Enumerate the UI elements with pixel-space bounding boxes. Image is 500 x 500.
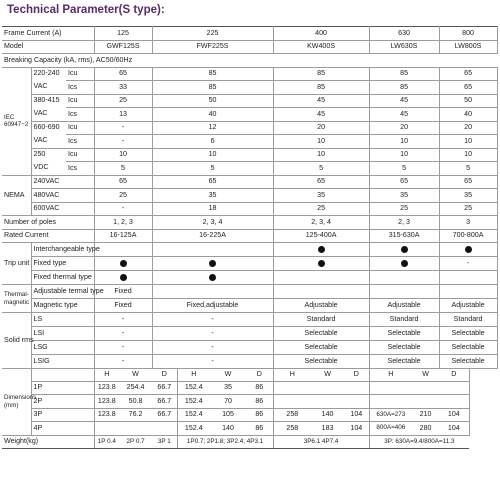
cell-frame-225: 18 (152, 202, 273, 216)
bullet-dot-icon (318, 246, 325, 253)
cell-frame-225 (152, 243, 273, 257)
cell-frame-225: 16-225A (152, 229, 273, 243)
cell-frame-630: 630 (369, 27, 439, 41)
voltage-label: VDC (31, 162, 66, 176)
cell-frame-630: Selectable (369, 327, 439, 341)
weight-label: Weight(kg) (2, 435, 94, 449)
table-row (2, 299, 497, 313)
cell-frame-125 (94, 271, 152, 285)
cell-frame-125 (94, 243, 152, 257)
dimension-value: 280 (412, 422, 439, 436)
cell-frame-630 (369, 271, 439, 285)
cell-frame-630: 35 (369, 189, 439, 203)
dimension-value (273, 395, 311, 409)
capacity-type-label: Icu (66, 94, 94, 108)
weight-125-1p: 1P 0.4 (94, 435, 119, 449)
dimension-value: 254.4 (119, 381, 152, 395)
dimension-value: 210 (412, 408, 439, 422)
dimension-value: 86 (246, 422, 273, 436)
dimension-value: 66.7 (152, 395, 177, 409)
cell-frame-630: 10 (369, 148, 439, 162)
trip-unit-label: Trip unit (2, 243, 31, 285)
dimension-value (273, 381, 311, 395)
dimension-value: 152.4 (177, 381, 210, 395)
table-row (2, 135, 497, 149)
cell-frame-125: 1, 2, 3 (94, 216, 152, 230)
solid-rms-label: Solid rms (2, 313, 31, 369)
cell-frame-630: 20 (369, 121, 439, 135)
cell-frame-800 (439, 243, 497, 257)
thermal-magnetic-label: Thermal-magnetic (2, 285, 31, 313)
weight-125-3p: 3P 1 (152, 435, 177, 449)
dimension-value: 105 (210, 408, 246, 422)
cell-frame-125: - (94, 355, 152, 369)
cell-frame-800: 65 (439, 67, 497, 81)
cell-frame-125: - (94, 341, 152, 355)
dimension-header-d: D (152, 369, 177, 382)
cell-frame-225: - (152, 341, 273, 355)
cell-frame-125: 65 (94, 67, 152, 81)
dimension-value: 86 (246, 395, 273, 409)
table-row (2, 408, 497, 422)
cell-frame-125: 65 (94, 175, 152, 189)
cell-frame-800: Standard (439, 313, 497, 327)
cell-frame-225: 5 (152, 162, 273, 176)
table-row (2, 271, 497, 285)
dimension-value (152, 422, 177, 436)
table-row (2, 341, 497, 355)
dimension-header-d: D (439, 369, 469, 382)
table-row (2, 381, 497, 395)
table-row (2, 243, 497, 257)
cell-frame-400 (273, 271, 369, 285)
dimension-value: 50.8 (119, 395, 152, 409)
cell-frame-630: Adjustable (369, 299, 439, 313)
cell-frame-400: 45 (273, 108, 369, 122)
dimension-value: 104 (344, 408, 369, 422)
cell-frame-125: - (94, 327, 152, 341)
table-body (2, 27, 497, 449)
cell-frame-225: - (152, 327, 273, 341)
dimension-value: 140 (311, 408, 344, 422)
table-row (2, 162, 497, 176)
cell-frame-630 (369, 257, 439, 271)
weight-225: 1P0.7; 2P1.8; 3P2.4; 4P3.1 (177, 435, 273, 449)
poles-label: Number of poles (2, 216, 94, 230)
dimension-value: 152.4 (177, 422, 210, 436)
cell-frame-125: 10 (94, 148, 152, 162)
dimension-pole-label: 4P (31, 422, 94, 436)
voltage-label: VAC (31, 135, 66, 149)
cell-frame-125: - (94, 202, 152, 216)
cell-frame-225: 10 (152, 148, 273, 162)
dimension-value: 35 (210, 381, 246, 395)
bullet-dot-icon (318, 260, 325, 267)
cell-frame-400: 125-400A (273, 229, 369, 243)
cell-frame-800: 10 (439, 148, 497, 162)
weight-400: 3P6.1 4P7.4 (273, 435, 369, 449)
cell-frame-400: Selectable (273, 327, 369, 341)
cell-frame-630 (369, 285, 439, 299)
dimension-value (412, 381, 439, 395)
bullet-dot-icon (120, 274, 127, 281)
cell-frame-800: Selectable (439, 327, 497, 341)
cell-frame-400: Standard (273, 313, 369, 327)
frame-current-label: Frame Current (A) (2, 27, 94, 41)
cell-frame-400: Selectable (273, 341, 369, 355)
dimension-pole-label: 2P (31, 395, 94, 409)
cell-frame-225: 225 (152, 27, 273, 41)
cell-frame-800 (439, 271, 497, 285)
capacity-type-label: Ics (66, 162, 94, 176)
table-row (2, 189, 497, 203)
cell-frame-225: 2, 3, 4 (152, 216, 273, 230)
bullet-dot-icon (209, 260, 216, 267)
dimension-pole-header (31, 369, 94, 382)
nema-voltage-label: 240VAC (31, 175, 94, 189)
dimension-value: 66.7 (152, 408, 177, 422)
cell-frame-630 (369, 243, 439, 257)
dimension-value: 76.2 (119, 408, 152, 422)
cell-frame-225: Fixed,adjustable (152, 299, 273, 313)
cell-frame-225: - (152, 313, 273, 327)
cell-frame-400: 35 (273, 189, 369, 203)
cell-frame-800: Adjustable (439, 299, 497, 313)
table-row (2, 81, 497, 95)
cell-frame-400: 85 (273, 67, 369, 81)
cell-frame-400 (273, 257, 369, 271)
cell-frame-225 (152, 285, 273, 299)
table-row (2, 108, 497, 122)
solid-rms-type-label: LSIG (31, 355, 94, 369)
cell-frame-800: 65 (439, 175, 497, 189)
cell-frame-800: LW800S (439, 40, 497, 54)
dimension-header-d: D (344, 369, 369, 382)
voltage-label: VAC (31, 81, 66, 95)
table-row (2, 355, 497, 369)
dimension-value: 86 (246, 408, 273, 422)
cell-frame-630: Standard (369, 313, 439, 327)
cell-frame-125: Fixed (94, 285, 152, 299)
table-row (2, 94, 497, 108)
dimension-value: 258 (273, 422, 311, 436)
dimension-value (369, 395, 412, 409)
cell-frame-125: 13 (94, 108, 152, 122)
cell-frame-225: 65 (152, 175, 273, 189)
rated-current-label: Rated Current (2, 229, 94, 243)
dimension-value: 70 (210, 395, 246, 409)
capacity-type-label: Ics (66, 108, 94, 122)
cell-frame-630: 85 (369, 67, 439, 81)
table-row (2, 422, 497, 436)
table-row (2, 369, 497, 382)
cell-frame-630: 85 (369, 81, 439, 95)
cell-frame-800 (439, 285, 497, 299)
voltage-label: 660-690 (33, 123, 60, 132)
table-row (2, 40, 497, 54)
nema-label: NEMA (2, 175, 31, 216)
dimension-value: 800A=406 (369, 422, 412, 436)
cell-frame-800: Selectable (439, 341, 497, 355)
technical-parameter-table (2, 26, 498, 449)
cell-frame-125: 5 (94, 162, 152, 176)
table-row (2, 285, 497, 299)
cell-frame-225: 35 (152, 189, 273, 203)
dimension-header-h: H (94, 369, 119, 382)
cell-frame-400 (273, 285, 369, 299)
cell-frame-400: Adjustable (273, 299, 369, 313)
dimension-value: 140 (210, 422, 246, 436)
cell-frame-630: Selectable (369, 355, 439, 369)
dimension-value: 183 (311, 422, 344, 436)
cell-frame-125: - (94, 313, 152, 327)
cell-frame-630: 5 (369, 162, 439, 176)
cell-frame-125: - (94, 121, 152, 135)
breaking-capacity-label: Breaking Capacity (kA, rms), AC50/60Hz (2, 54, 497, 68)
capacity-type-label: Icu (66, 67, 94, 81)
dimension-value: 123.8 (94, 395, 119, 409)
cell-frame-630: 65 (369, 175, 439, 189)
weight-630-800: 3P: 630A=9.4/800A=11.3 (369, 435, 469, 449)
solid-rms-type-label: LSG (31, 341, 94, 355)
cell-frame-800: Selectable (439, 355, 497, 369)
cell-frame-800: 25 (439, 202, 497, 216)
cell-frame-400: 10 (273, 135, 369, 149)
cell-frame-125: - (94, 135, 152, 149)
dimension-header-h: H (273, 369, 311, 382)
dimension-value: 104 (344, 422, 369, 436)
cell-frame-800: 40 (439, 108, 497, 122)
cell-frame-400: KW400S (273, 40, 369, 54)
cell-frame-400: Selectable (273, 355, 369, 369)
solid-rms-type-label: LS (31, 313, 94, 327)
dimension-header-w: W (210, 369, 246, 382)
iec-standard-label: IEC 60947−2 (2, 67, 31, 175)
cell-frame-225: FWF225S (152, 40, 273, 54)
cell-frame-225 (152, 271, 273, 285)
dimension-value (369, 381, 412, 395)
cell-frame-225: 85 (152, 81, 273, 95)
solid-rms-type-label: LSI (31, 327, 94, 341)
dimension-value (344, 381, 369, 395)
cell-frame-400: 10 (273, 148, 369, 162)
cell-frame-400: 5 (273, 162, 369, 176)
cell-frame-225: 12 (152, 121, 273, 135)
trip-unit-type-label: Fixed thermal type (31, 271, 94, 285)
trip-unit-type-label: Fixed type (31, 257, 94, 271)
table-row (2, 313, 497, 327)
dimension-value: 123.8 (94, 381, 119, 395)
capacity-type-label: Ics (66, 135, 94, 149)
table-row (2, 395, 497, 409)
cell-frame-800: 35 (439, 189, 497, 203)
table-row (2, 148, 497, 162)
table-row (2, 435, 497, 449)
table-row (2, 327, 497, 341)
dimensions-label: Dimensions (mm) (2, 369, 31, 436)
dimension-header-d: D (246, 369, 273, 382)
cell-frame-125: 25 (94, 94, 152, 108)
cell-frame-400: 25 (273, 202, 369, 216)
cell-frame-225: 50 (152, 94, 273, 108)
cell-frame-630: 2, 3 (369, 216, 439, 230)
bullet-dot-icon (120, 260, 127, 267)
dimension-value: 152.4 (177, 408, 210, 422)
dimension-value (311, 395, 344, 409)
cell-frame-400: 45 (273, 94, 369, 108)
capacity-type-label: Icu (66, 148, 94, 162)
dimension-pole-label: 3P (31, 408, 94, 422)
page-title: Technical Parameter(S type): (7, 4, 165, 16)
cell-frame-400: 400 (273, 27, 369, 41)
cell-frame-630: 25 (369, 202, 439, 216)
bullet-dot-icon (209, 274, 216, 281)
voltage-label: 220-240 (33, 69, 60, 78)
capacity-type-label: Ics (66, 81, 94, 95)
dimension-header-w: W (412, 369, 439, 382)
thermal-magnetic-type-label: Magnetic type (31, 299, 94, 313)
nema-voltage-label: 480VAC (31, 189, 94, 203)
dimension-value (94, 422, 119, 436)
cell-frame-800: 65 (439, 81, 497, 95)
voltage-label: VAC (31, 108, 66, 122)
cell-frame-400: 2, 3, 4 (273, 216, 369, 230)
cell-frame-800: 50 (439, 94, 497, 108)
cell-frame-125: 25 (94, 189, 152, 203)
bullet-dot-icon (401, 246, 408, 253)
table-row (2, 175, 497, 189)
cell-frame-225: 6 (152, 135, 273, 149)
dimension-header-h: H (369, 369, 412, 382)
dimension-pole-label: 1P (31, 381, 94, 395)
cell-frame-125: GWF125S (94, 40, 152, 54)
thermal-magnetic-type-label: Adjustable termal type (31, 285, 94, 299)
dimension-value (311, 381, 344, 395)
table-row (2, 54, 497, 68)
cell-frame-400: 85 (273, 81, 369, 95)
table-row (2, 216, 497, 230)
dimension-value (119, 422, 152, 436)
voltage-label: 250 (33, 150, 46, 159)
cell-frame-800: 700-800A (439, 229, 497, 243)
table-row (2, 202, 497, 216)
cell-frame-800: 20 (439, 121, 497, 135)
table-row (2, 27, 497, 41)
voltage-label: 380-415 (33, 96, 60, 105)
cell-frame-800: 5 (439, 162, 497, 176)
cell-frame-630: 45 (369, 108, 439, 122)
dimension-value: 104 (439, 408, 469, 422)
cell-frame-800: 10 (439, 135, 497, 149)
dimension-value: 104 (439, 422, 469, 436)
table-row (2, 257, 497, 271)
dimension-header-h: H (177, 369, 210, 382)
dimension-value: 258 (273, 408, 311, 422)
cell-frame-800: 800 (439, 27, 497, 41)
cell-frame-225: 40 (152, 108, 273, 122)
trip-unit-type-label: Interchangeable type (31, 243, 94, 257)
table-row (2, 67, 497, 81)
nema-voltage-label: 600VAC (31, 202, 94, 216)
cell-frame-125: 125 (94, 27, 152, 41)
dimension-value (439, 381, 469, 395)
table-row (2, 121, 497, 135)
dimension-value: 66.7 (152, 381, 177, 395)
cell-frame-125: Fixed (94, 299, 152, 313)
dimension-header-w: W (311, 369, 344, 382)
dimension-header-w: W (119, 369, 152, 382)
cell-frame-400 (273, 243, 369, 257)
cell-frame-125: 33 (94, 81, 152, 95)
cell-frame-630: 10 (369, 135, 439, 149)
dimension-value (439, 395, 469, 409)
table-row (2, 229, 497, 243)
cell-frame-630: 45 (369, 94, 439, 108)
cell-frame-225: - (152, 355, 273, 369)
cell-frame-125: 16-125A (94, 229, 152, 243)
cell-frame-400: 20 (273, 121, 369, 135)
dimension-value: 630A=273 (369, 408, 412, 422)
cell-frame-630: Selectable (369, 341, 439, 355)
weight-125-2p: 2P 0.7 (119, 435, 152, 449)
capacity-type-label: Icu (66, 121, 94, 135)
dimension-value (344, 395, 369, 409)
cell-frame-630: LW630S (369, 40, 439, 54)
dimension-value: 123.8 (94, 408, 119, 422)
model-label: Model (2, 40, 94, 54)
cell-frame-225 (152, 257, 273, 271)
bullet-dot-icon (401, 260, 408, 267)
cell-frame-800: 3 (439, 216, 497, 230)
dimension-value: 152.4 (177, 395, 210, 409)
dimension-value: 86 (246, 381, 273, 395)
dimension-value (412, 395, 439, 409)
cell-frame-125 (94, 257, 152, 271)
cell-frame-225: 85 (152, 67, 273, 81)
bullet-dot-icon (465, 246, 472, 253)
cell-frame-800: - (439, 257, 497, 271)
cell-frame-630: 315-630A (369, 229, 439, 243)
cell-frame-400: 65 (273, 175, 369, 189)
